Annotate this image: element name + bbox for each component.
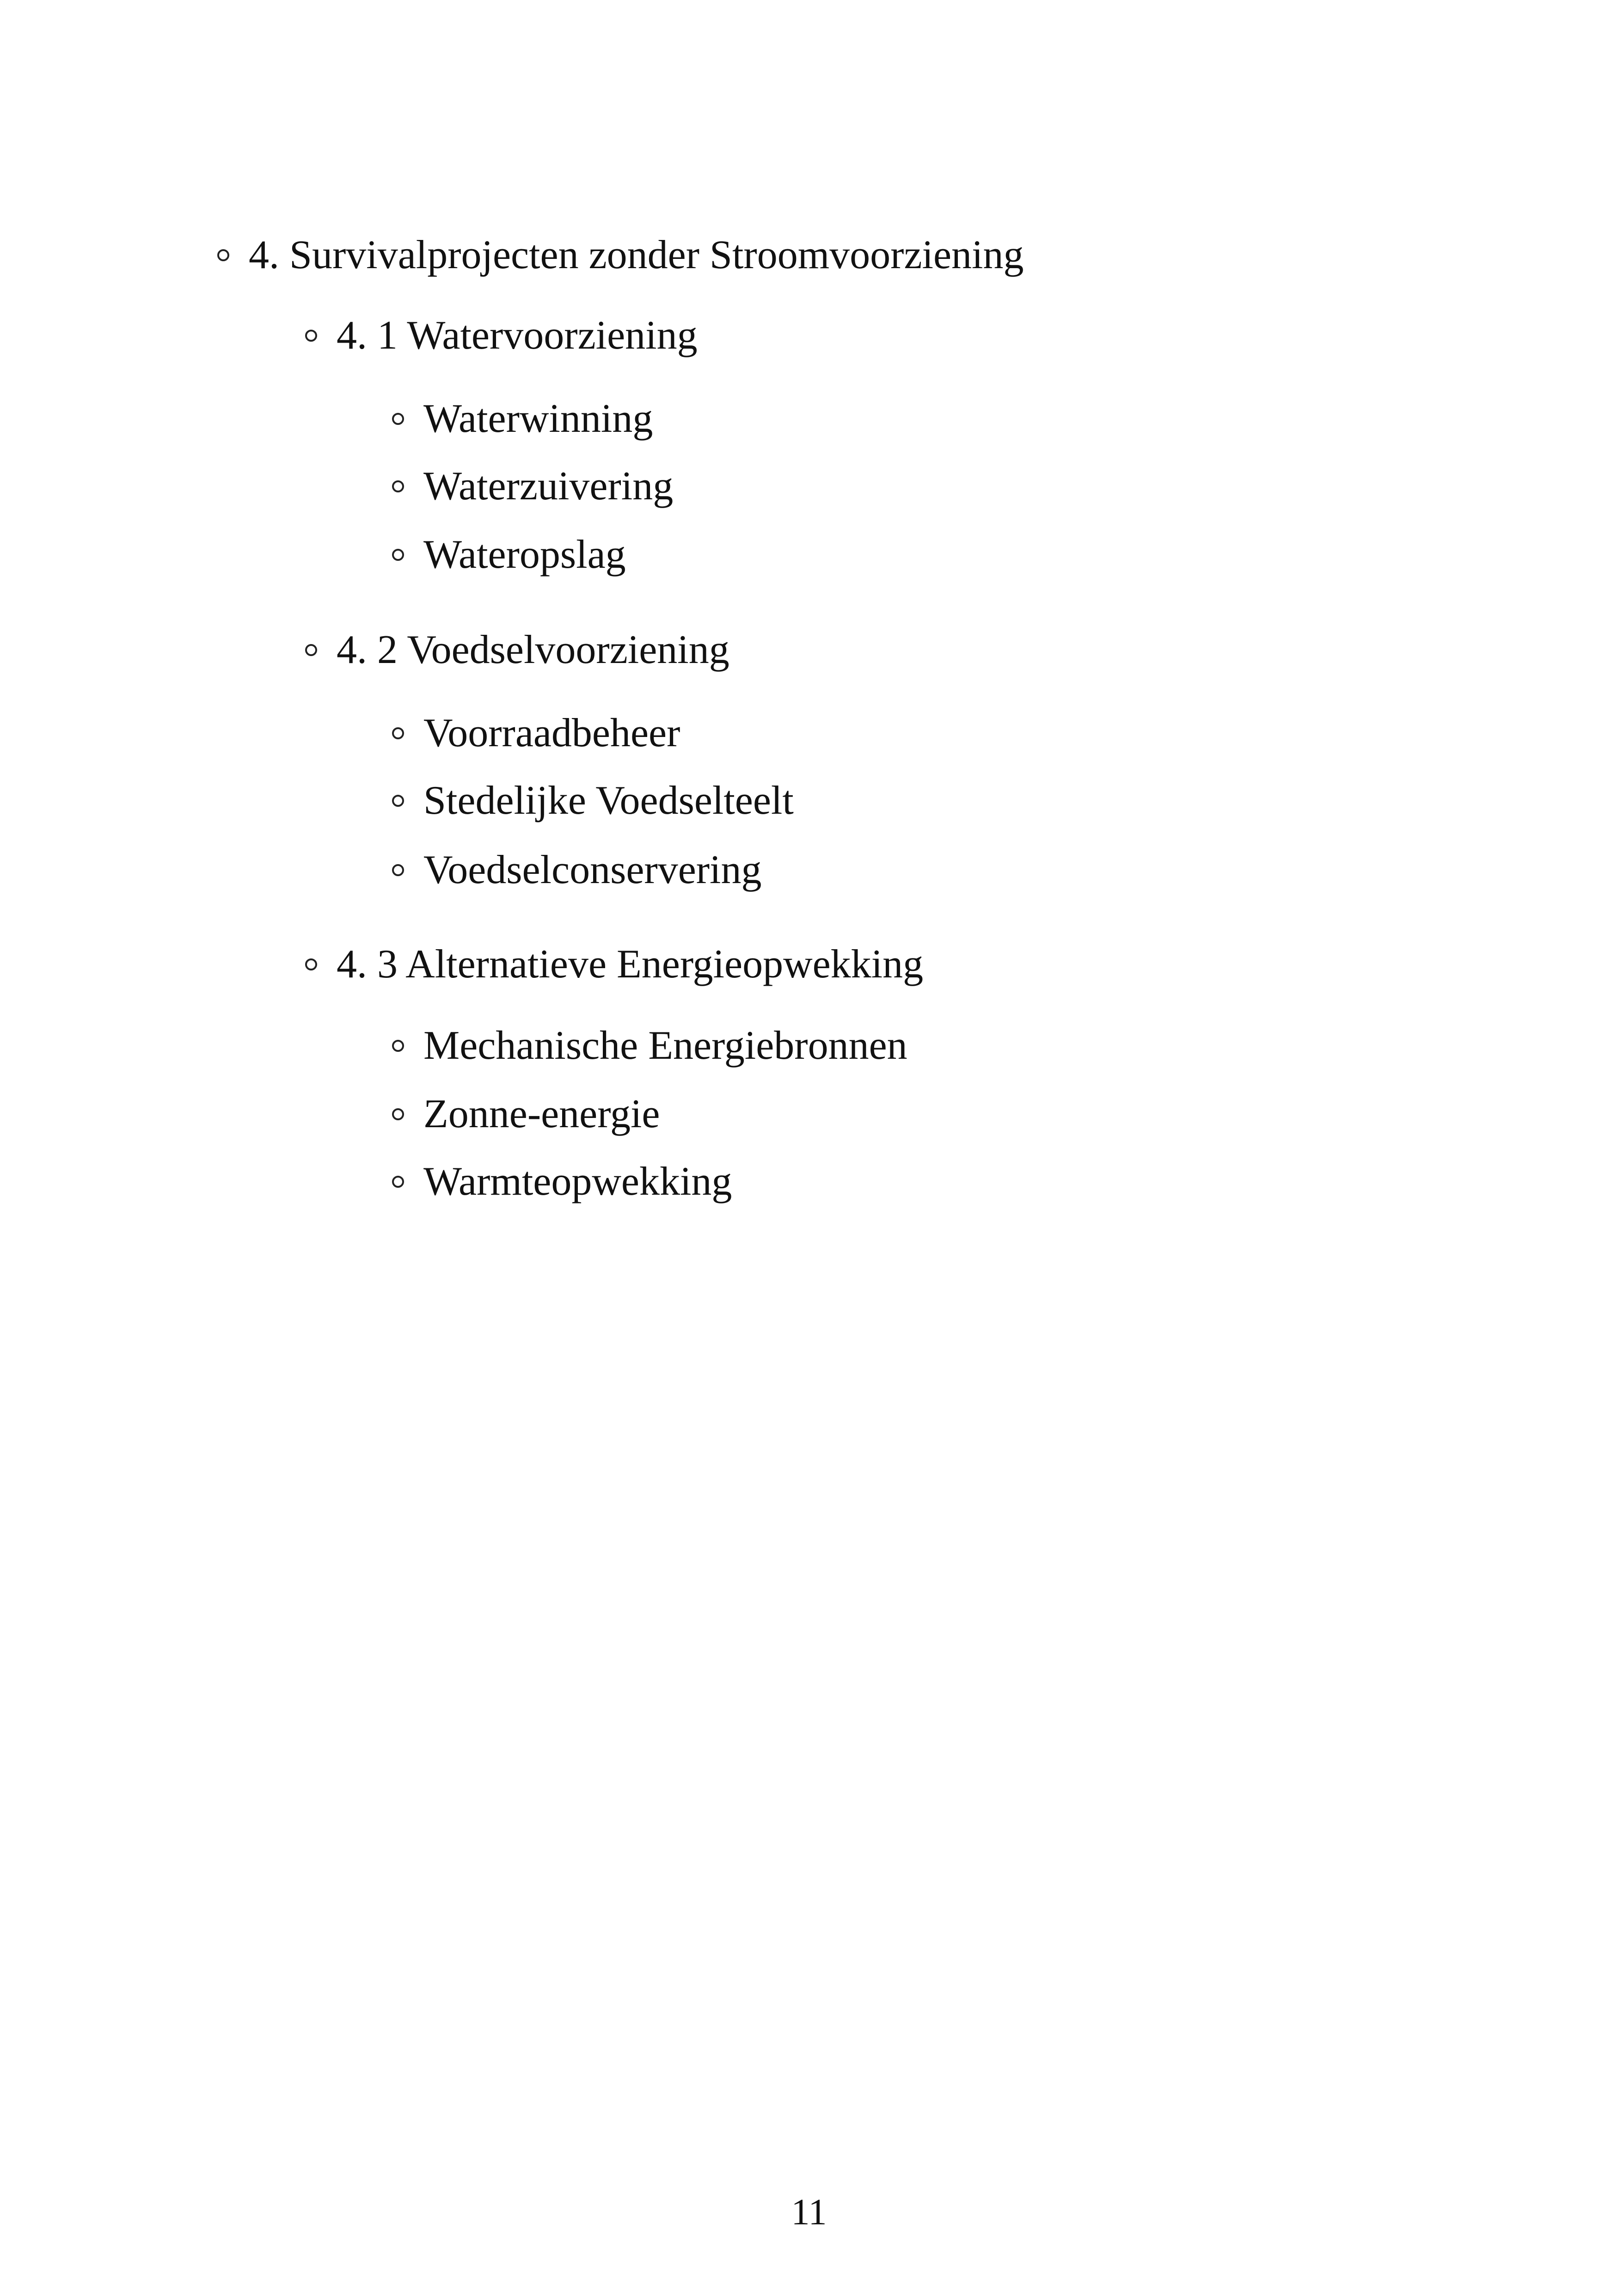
list-item-label: Warmteopwekking bbox=[423, 1159, 732, 1204]
hollow-circle-bullet-icon bbox=[392, 1040, 404, 1052]
hollow-circle-bullet-icon bbox=[392, 413, 404, 425]
outline-list-item bbox=[392, 778, 794, 824]
list-item-label: Waterzuivering bbox=[423, 464, 674, 509]
outline-list-item bbox=[392, 710, 680, 756]
outline-list-item bbox=[392, 1023, 907, 1069]
outline-list-item bbox=[392, 463, 673, 510]
subsection-label: 4. 3 Alternatieve Energieopwekking bbox=[337, 942, 924, 987]
outline-list-item bbox=[392, 1159, 732, 1205]
hollow-circle-bullet-icon bbox=[392, 864, 404, 876]
subsection-label: 4. 1 Watervoorziening bbox=[337, 313, 698, 358]
hollow-circle-bullet-icon bbox=[305, 644, 317, 656]
hollow-circle-bullet-icon bbox=[392, 1176, 404, 1188]
subsection-label: 4. 2 Voedselvoorziening bbox=[337, 627, 729, 672]
hollow-circle-bullet-icon bbox=[305, 958, 317, 970]
hollow-circle-bullet-icon bbox=[392, 480, 404, 492]
list-item-label: Voorraadbeheer bbox=[423, 711, 680, 755]
list-item-label: Voedselconservering bbox=[423, 847, 762, 892]
hollow-circle-bullet-icon bbox=[305, 330, 317, 342]
section-label: 4. Survivalprojecten zonder Stroomvoorziening bbox=[249, 233, 1024, 277]
hollow-circle-bullet-icon bbox=[392, 1108, 404, 1120]
page-number: 11 bbox=[791, 2192, 827, 2233]
list-item-label: Wateropslag bbox=[423, 532, 626, 577]
outline-list-item bbox=[392, 847, 762, 893]
outline-section-title bbox=[217, 232, 1024, 278]
hollow-circle-bullet-icon bbox=[392, 795, 404, 807]
hollow-circle-bullet-icon bbox=[392, 727, 404, 739]
hollow-circle-bullet-icon bbox=[392, 549, 404, 561]
outline-list-item bbox=[392, 532, 626, 578]
list-item-label: Waterwinning bbox=[423, 396, 653, 441]
list-item-label: Mechanische Energiebronnen bbox=[423, 1023, 907, 1068]
outline-subsection-title bbox=[305, 941, 923, 988]
outline-subsection-title bbox=[305, 627, 729, 673]
outline-subsection-title bbox=[305, 313, 698, 359]
hollow-circle-bullet-icon bbox=[217, 249, 229, 261]
list-item-label: Stedelijke Voedselteelt bbox=[423, 778, 794, 823]
outline-list-item bbox=[392, 1091, 660, 1137]
outline-list-item bbox=[392, 396, 653, 442]
list-item-label: Zonne-energie bbox=[423, 1092, 660, 1136]
